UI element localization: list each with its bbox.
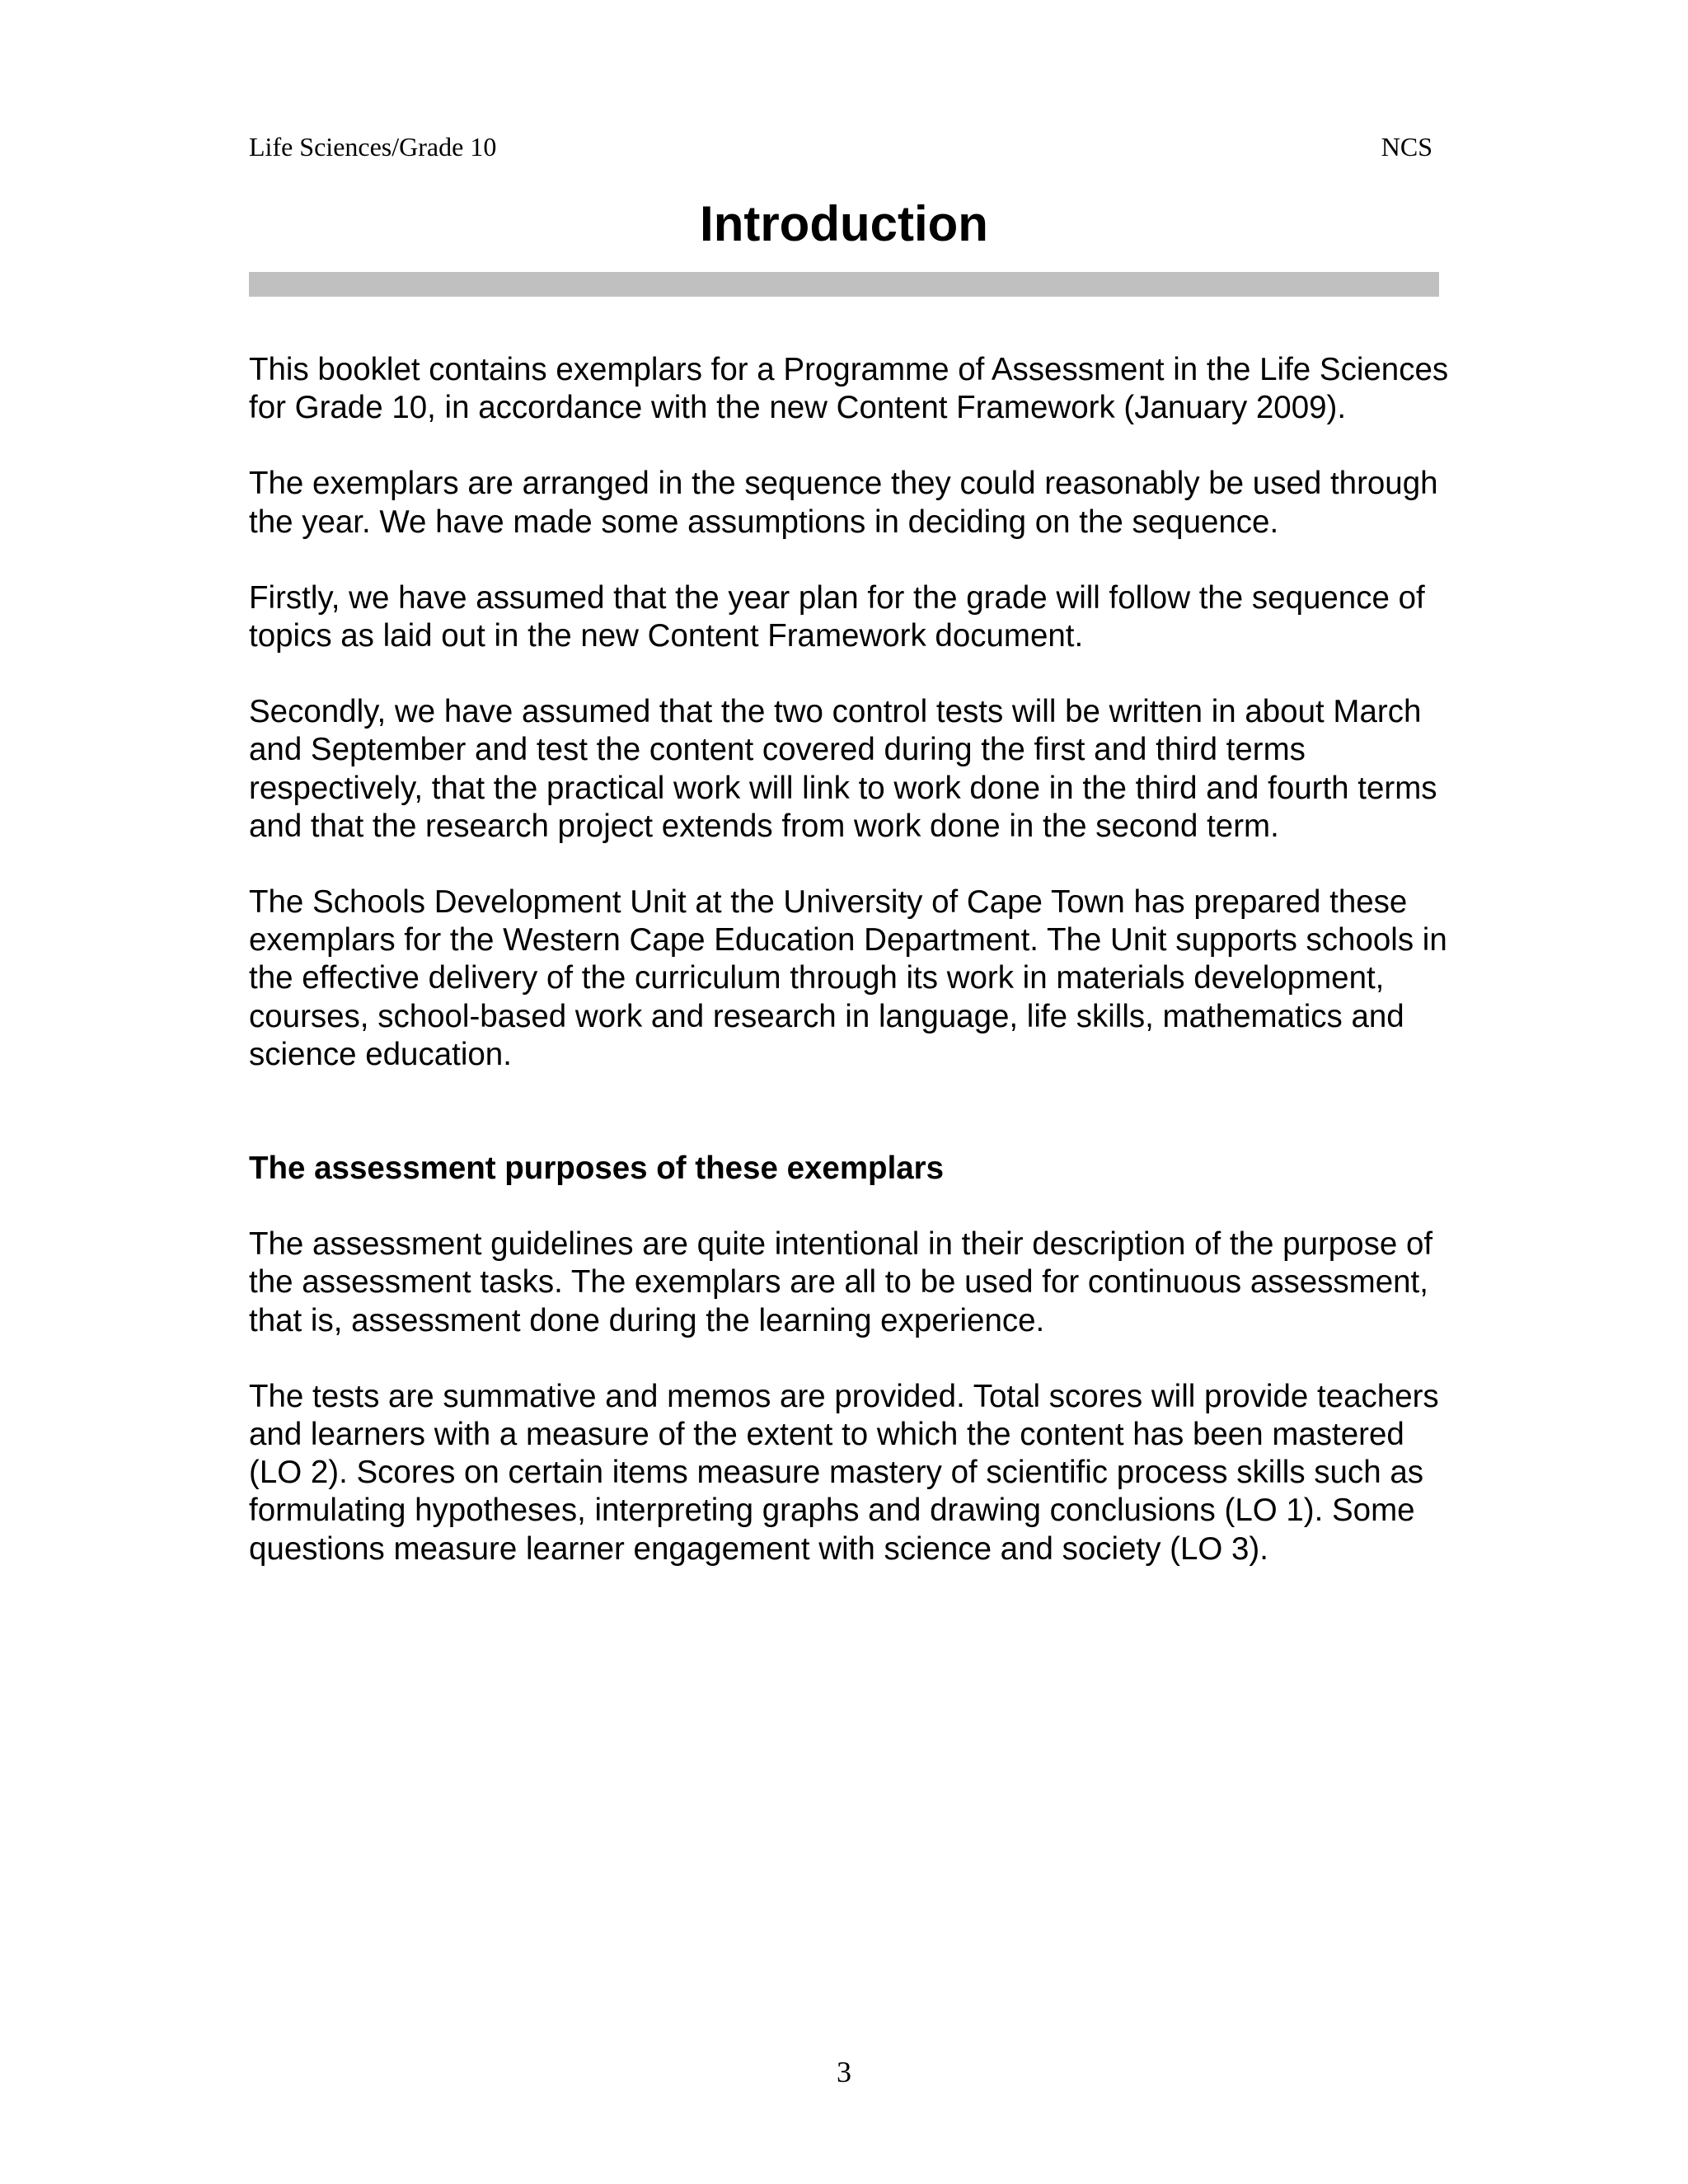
title-divider-bar	[249, 272, 1439, 297]
page-title: Introduction	[700, 196, 988, 251]
intro-paragraph-3: Firstly, we have assumed that the year plan for the grade will follow the sequence of topics as laid out in the new Content Framework document.	[249, 579, 1425, 654]
intro-paragraph-4: Secondly, we have assumed that the two control tests will be written in about March and September and test the content covered during the first and third terms respectively, that the practical work will link to work done in the third and fourth terms and that the research project extends from work done in the second term.	[249, 694, 1437, 844]
header-curriculum: NCS	[1381, 132, 1432, 162]
intro-paragraph-2: The exemplars are arranged in the sequence they could reasonably be used through the year. We have made some assumptions in deciding on the sequence.	[249, 466, 1438, 540]
section-paragraph-1: The assessment guidelines are quite intentional in their description of the purpose of the assessment tasks. The exemplars are all to be used for continuous assessment, that is, assessment done during the learning experience.	[249, 1226, 1433, 1338]
section-paragraph-2: The tests are summative and memos are provided. Total scores will provide teachers and learners with a measure of the extent to which the content has been mastered (LO 2). Scores on certain items measure mastery of scientific process skills such as formulating hypotheses, interpreting graphs and drawing conclusions (LO 1). Some questions measure learner engagement with science and society (LO 3).	[249, 1378, 1439, 1567]
section-heading: The assessment purposes of these exemplars	[249, 1151, 945, 1187]
running-header	[249, 129, 1439, 165]
page-number: 3	[837, 2055, 851, 2088]
body-text	[249, 351, 1452, 1606]
intro-paragraph-1: This booklet contains exemplars for a Programme of Assessment in the Life Sciences for Grade 10, in accordance with the new Content Framework (January 2009).	[249, 352, 1449, 426]
header-subject: Life Sciences/Grade 10	[249, 132, 497, 162]
intro-paragraph-5: The Schools Development Unit at the University of Cape Town has prepared these exemplars for the Western Cape Education Department. The Unit supports schools in the effective delivery of the curriculum through its work in materials development, courses, school-based work and research in language, life skills, mathematics and science education.	[249, 884, 1447, 1072]
